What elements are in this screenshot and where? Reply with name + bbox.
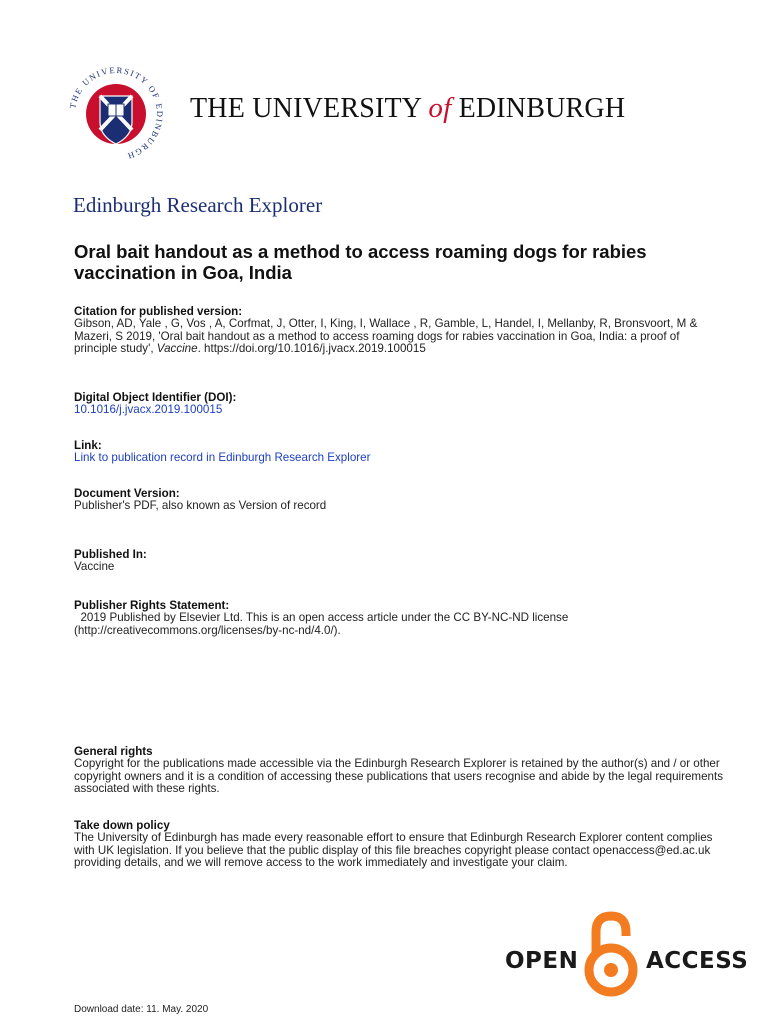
citation-journal: Vaccine [156, 342, 198, 356]
university-name: THE UNIVERSITY of EDINBURGH [190, 92, 626, 124]
download-date: Download date: 11. May. 2020 [74, 1004, 209, 1015]
general-rights-label: General rights [74, 745, 153, 758]
rights-label: Publisher Rights Statement: [74, 599, 230, 612]
version-value: Publisher's PDF, also known as Version of record [74, 499, 327, 513]
general-rights-value: Copyright for the publications made accessible via the Edinburgh Research Explorer is retained by the author(s) and / or other copyright owners and it is a condition of accessing these publications that users recognise and abide by the legal requirements associated with these rights. [74, 757, 723, 796]
open-lock-icon [580, 910, 642, 998]
doi-label: Digital Object Identifier (DOI): [74, 391, 237, 404]
citation-text: Gibson, AD, Yale , G, Vos , A, Corfmat, J, Otter, I, King, I, Wallace , R, Gamble, L, Handel, I, Mellanby, R, Bronsvoort, M & Mazeri, S 2019, 'Oral bait handout as a method to access roaming dogs for rabies vaccination in Goa, India: a proof of principle study', [74, 317, 698, 356]
document-title: Oral bait handout as a method to access roaming dogs for rabies vaccination in Goa, India [74, 241, 647, 283]
svg-text:THE UNIVERSITY OF EDINBURGH: THE UNIVERSITY OF EDINBURGH [67, 64, 166, 162]
repository-name: Edinburgh Research Explorer [73, 193, 323, 217]
link-section [74, 440, 724, 465]
take-down-value: The University of Edinburgh has made every reasonable effort to ensure that Edinburgh Research Explorer content complies with UK legislation. If you believe that the public display of this file breaches copyright please contact openaccess@ed.ac.uk providing details, and we will remove access to the work immediately and investigate your claim. [74, 831, 713, 870]
version-label: Document Version: [74, 487, 180, 500]
link-label: Link: [74, 439, 102, 452]
citation-section [74, 306, 724, 356]
citation-label: Citation for published version: [74, 305, 243, 318]
publication-record-link[interactable]: Link to publication record in Edinburgh Research Explorer [74, 451, 371, 465]
rights-value: 2019 Published by Elsevier Ltd. This is an open access article under the CC BY-NC-ND license (http://creativecommons.org/licenses/by-nc-nd/4.0/). [74, 611, 572, 637]
citation-doi-text: . https://doi.org/10.1016/j.jvacx.2019.100015 [197, 342, 426, 356]
version-section [74, 488, 724, 513]
published-in-value: Vaccine [74, 560, 115, 574]
take-down-section [74, 820, 724, 870]
published-in-label: Published In: [74, 548, 147, 561]
university-logo [66, 64, 666, 164]
rights-section [74, 600, 724, 637]
doi-section [74, 392, 724, 417]
university-seal-icon [66, 64, 166, 164]
open-access-logo [500, 910, 750, 1000]
published-in-section [74, 549, 724, 574]
open-access-open-text: OPEN [505, 948, 579, 974]
general-rights-section [74, 746, 724, 796]
doi-link[interactable]: 10.1016/j.jvacx.2019.100015 [74, 403, 223, 417]
take-down-label: Take down policy [74, 819, 170, 832]
open-access-access-text: ACCESS [646, 948, 749, 974]
